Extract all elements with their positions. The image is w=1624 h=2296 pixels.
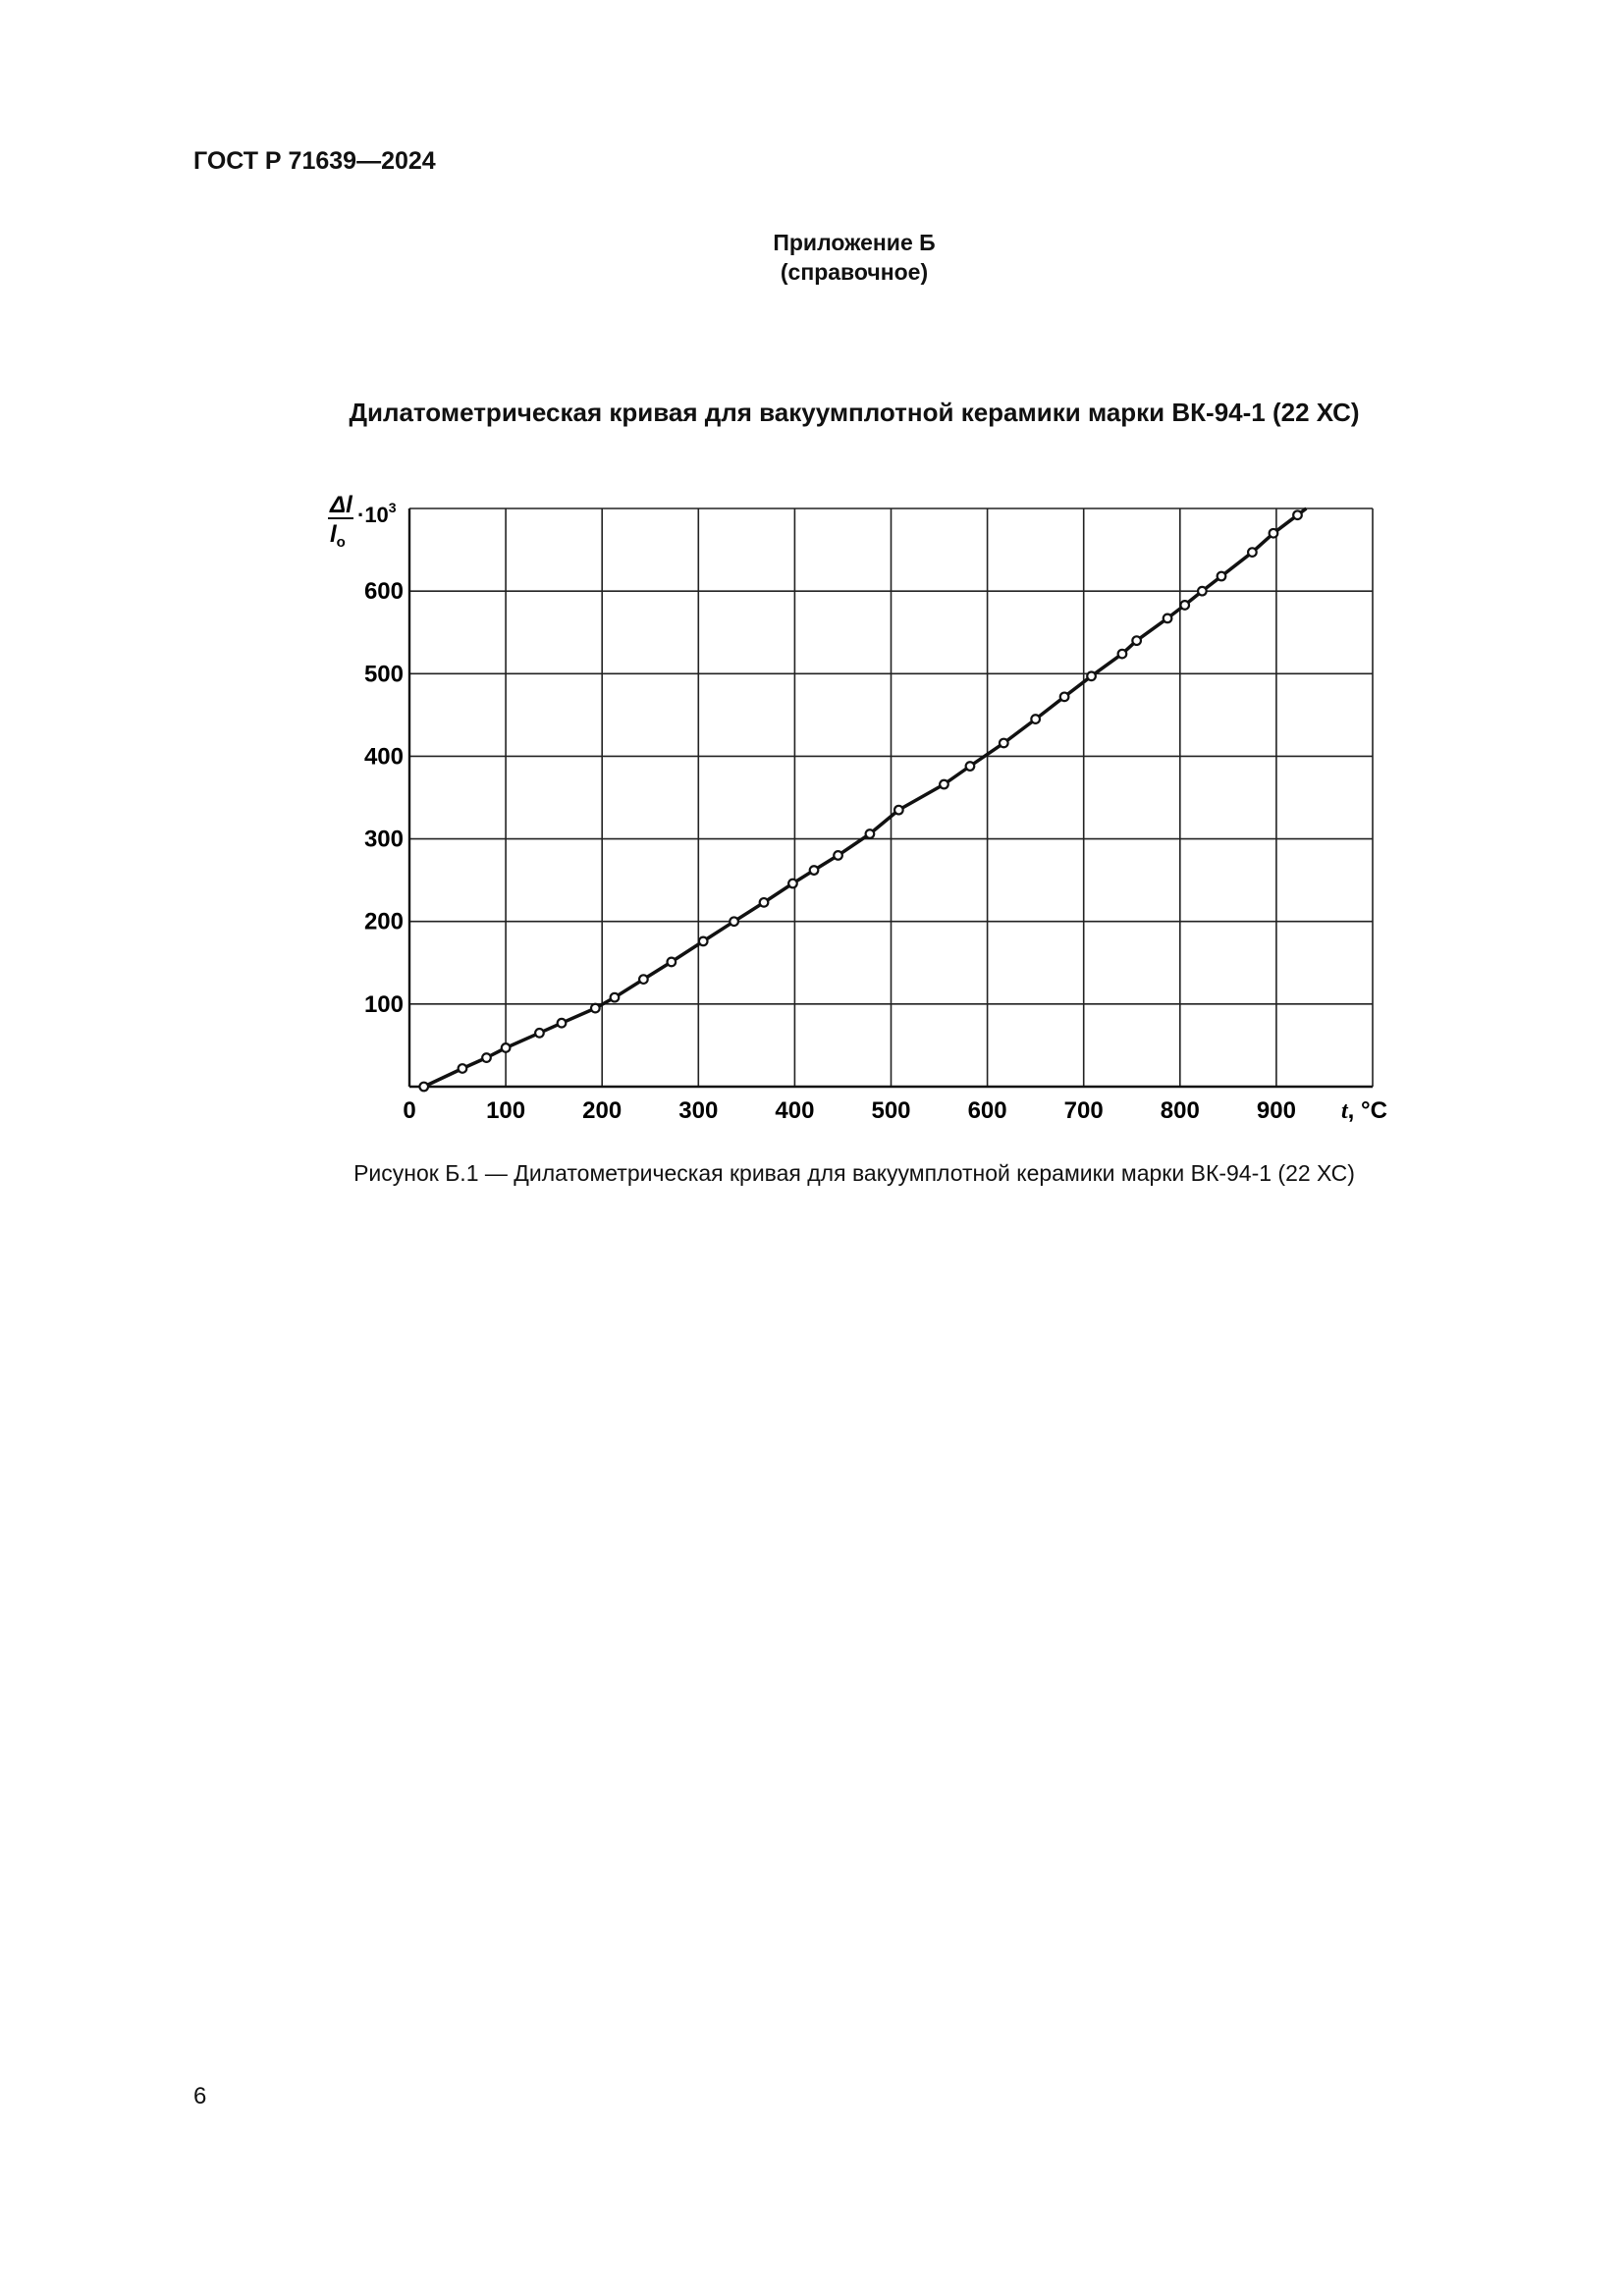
data-point [760,898,769,907]
page-number: 6 [193,2083,207,2109]
y-tick-label: 300 [363,826,404,853]
y-tick-labels [364,578,404,1018]
data-point [1293,510,1302,519]
x-tick-label: 900 [1256,1097,1296,1124]
data-point [1164,614,1172,623]
y-label-multiplier: $\cdot 10^3$ [357,500,397,527]
data-point [1132,636,1141,645]
standard-code: ГОСТ Р 71639—2024 [193,147,436,175]
y-tick-label: 500 [363,661,404,688]
y-tick-label: 600 [363,578,404,606]
data-point [1248,548,1257,557]
appendix-title: Приложение Б [773,230,936,255]
data-point [1180,601,1189,610]
y-label-denominator: $l_o$ [330,521,346,551]
x-tick-label: 600 [967,1097,1007,1124]
data-point [966,762,975,771]
y-axis-label [328,492,397,551]
x-tick-label: 100 [486,1097,526,1124]
x-tick-label: 700 [1063,1097,1104,1124]
x-tick-label: 500 [871,1097,911,1124]
x-tick-label: 200 [582,1097,623,1124]
figure-caption: Рисунок Б.1 — Дилатометрическая кривая для вакуумплотной керамики марки ВК-94-1 (22 ХС) [353,1160,1355,1186]
data-point [611,993,620,1002]
data-point [419,1083,428,1092]
data-point [1000,739,1008,748]
y-tick-label: 200 [363,908,404,935]
data-point [1270,529,1278,538]
data-point [699,937,708,946]
data-point [535,1029,544,1038]
chart-title: Дилатометрическая кривая для вакуумплотной керамики марки ВК-94-1 (22 ХС) [349,398,1360,427]
data-point [834,851,842,860]
x-tick-labels [403,1097,1296,1124]
data-point [866,829,875,838]
data-point [894,806,903,815]
y-label-numerator: Δl [330,492,352,518]
data-point [1218,572,1226,581]
x-tick-label: 800 [1160,1097,1200,1124]
data-point [591,1004,600,1013]
data-point [459,1064,467,1073]
data-point [1060,693,1069,702]
data-point [940,780,948,789]
x-tick-label: 300 [678,1097,719,1124]
data-point [1031,715,1040,723]
x-label-text: t, °C [1341,1097,1387,1124]
data-point [639,975,648,984]
x-tick-label: 0 [403,1097,416,1124]
data-point [668,958,677,967]
appendix-type: (справочное) [780,259,929,285]
data-point [730,917,738,926]
data-point [482,1053,491,1062]
y-tick-label: 100 [363,990,404,1018]
data-point [810,866,819,875]
chart-grid [409,508,1373,1087]
data-point [788,880,797,888]
data-point [558,1019,567,1028]
y-tick-label: 400 [363,743,404,771]
data-point [1087,672,1096,681]
data-point [1118,650,1127,659]
data-point [502,1043,511,1052]
x-tick-label: 400 [775,1097,815,1124]
data-point [1198,587,1207,596]
series-line [424,508,1307,1087]
x-axis-label [1341,1097,1387,1124]
